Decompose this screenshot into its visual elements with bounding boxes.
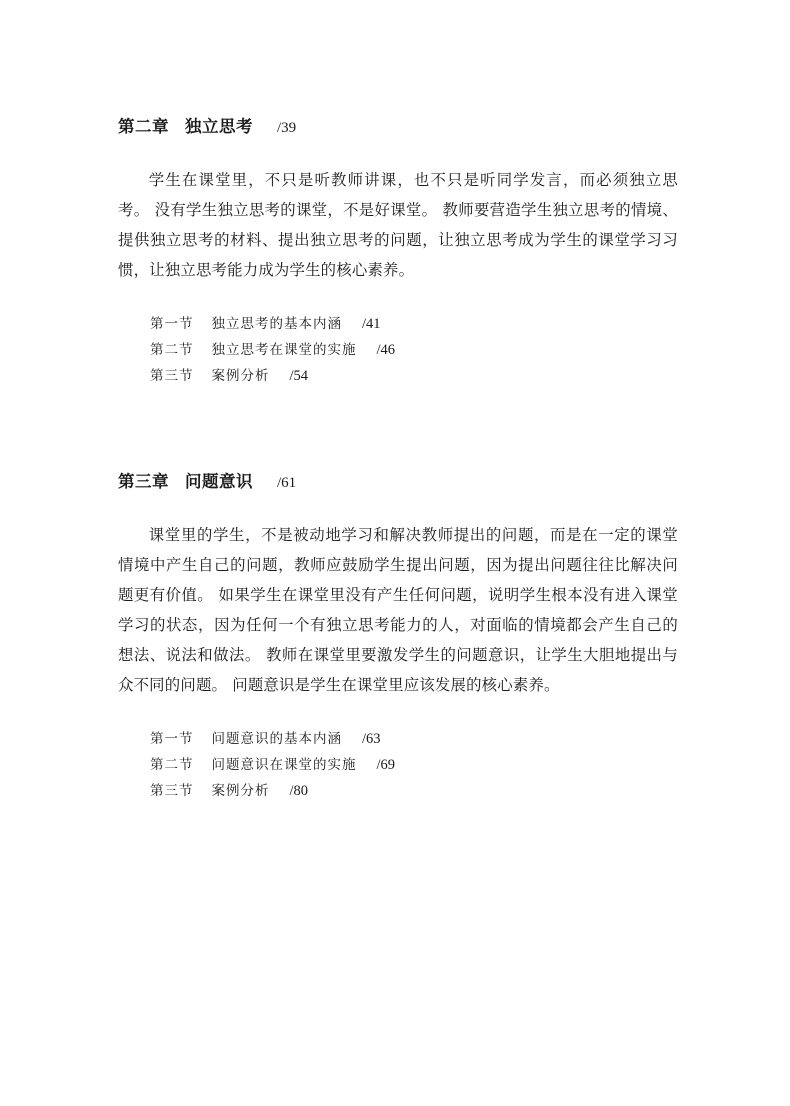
chapter-title: 问题意识 [185,472,253,491]
section-title: 案例分析 [211,783,270,799]
section-page-number: /54 [289,368,309,384]
chapter-intro-paragraph: 课堂里的学生，不是被动地学习和解决教师提出的问题，而是在一定的课堂情境中产生自己的问题，教师应鼓励学生提出问题，因为提出问题往往比解决问题更有价值。 如果学生在课堂里没有产生任何问题，说明学生根本没有进入课堂学习的状态，因为任何一个有独立思考能力的人，对面临的情境都会产生自己的想法、说法和做法。 教师在课堂里要激发学生的问题意识，让学生大胆地提出与众不同的问题。 问题意识是学生在课堂里应该发展的核心素养。 [118,526,678,694]
toc-section-entry[interactable] [150,363,678,389]
chapter-heading[interactable] [118,470,678,494]
section-number: 第三节 [150,368,194,384]
section-number: 第二节 [150,342,194,358]
section-page-number: /63 [362,731,381,747]
chapter-number: 第二章 [118,117,169,136]
toc-section-entry[interactable] [150,752,678,778]
chapter-block [118,115,678,389]
section-title: 问题意识在课堂的实施 [211,757,357,773]
section-number: 第三节 [150,783,194,799]
section-list [118,311,678,389]
section-number: 第一节 [150,731,194,747]
section-number: 第一节 [150,316,194,332]
chapter-page-number: /39 [277,120,297,136]
section-title: 独立思考的基本内涵 [211,316,342,332]
toc-section-entry[interactable] [150,726,678,752]
chapter-number: 第三章 [118,472,169,491]
chapter-intro-paragraph: 学生在课堂里，不只是听教师讲课，也不只是听同学发言，而必须独立思考。 没有学生独立思考的课堂，不是好课堂。 教师要营造学生独立思考的情境、提供独立思考的材料、提出独立思考的问题，让独立思考成为学生的课堂学习习惯，让独立思考能力成为学生的核心素养。 [118,171,678,279]
section-number: 第二节 [150,757,194,773]
section-page-number: /41 [362,316,381,332]
toc-section-entry[interactable] [150,337,678,363]
section-page-number: /80 [289,783,309,799]
toc-section-entry[interactable] [150,778,678,804]
section-list [118,726,678,804]
section-title: 独立思考在课堂的实施 [211,342,357,358]
chapter-page-number: /61 [277,475,297,491]
toc-section-entry[interactable] [150,311,678,337]
section-title: 问题意识的基本内涵 [211,731,342,747]
chapter-block [118,470,678,804]
section-page-number: /46 [376,342,396,358]
section-title: 案例分析 [211,368,270,384]
chapter-title: 独立思考 [185,117,253,136]
chapter-heading[interactable] [118,115,678,139]
section-page-number: /69 [376,757,396,773]
